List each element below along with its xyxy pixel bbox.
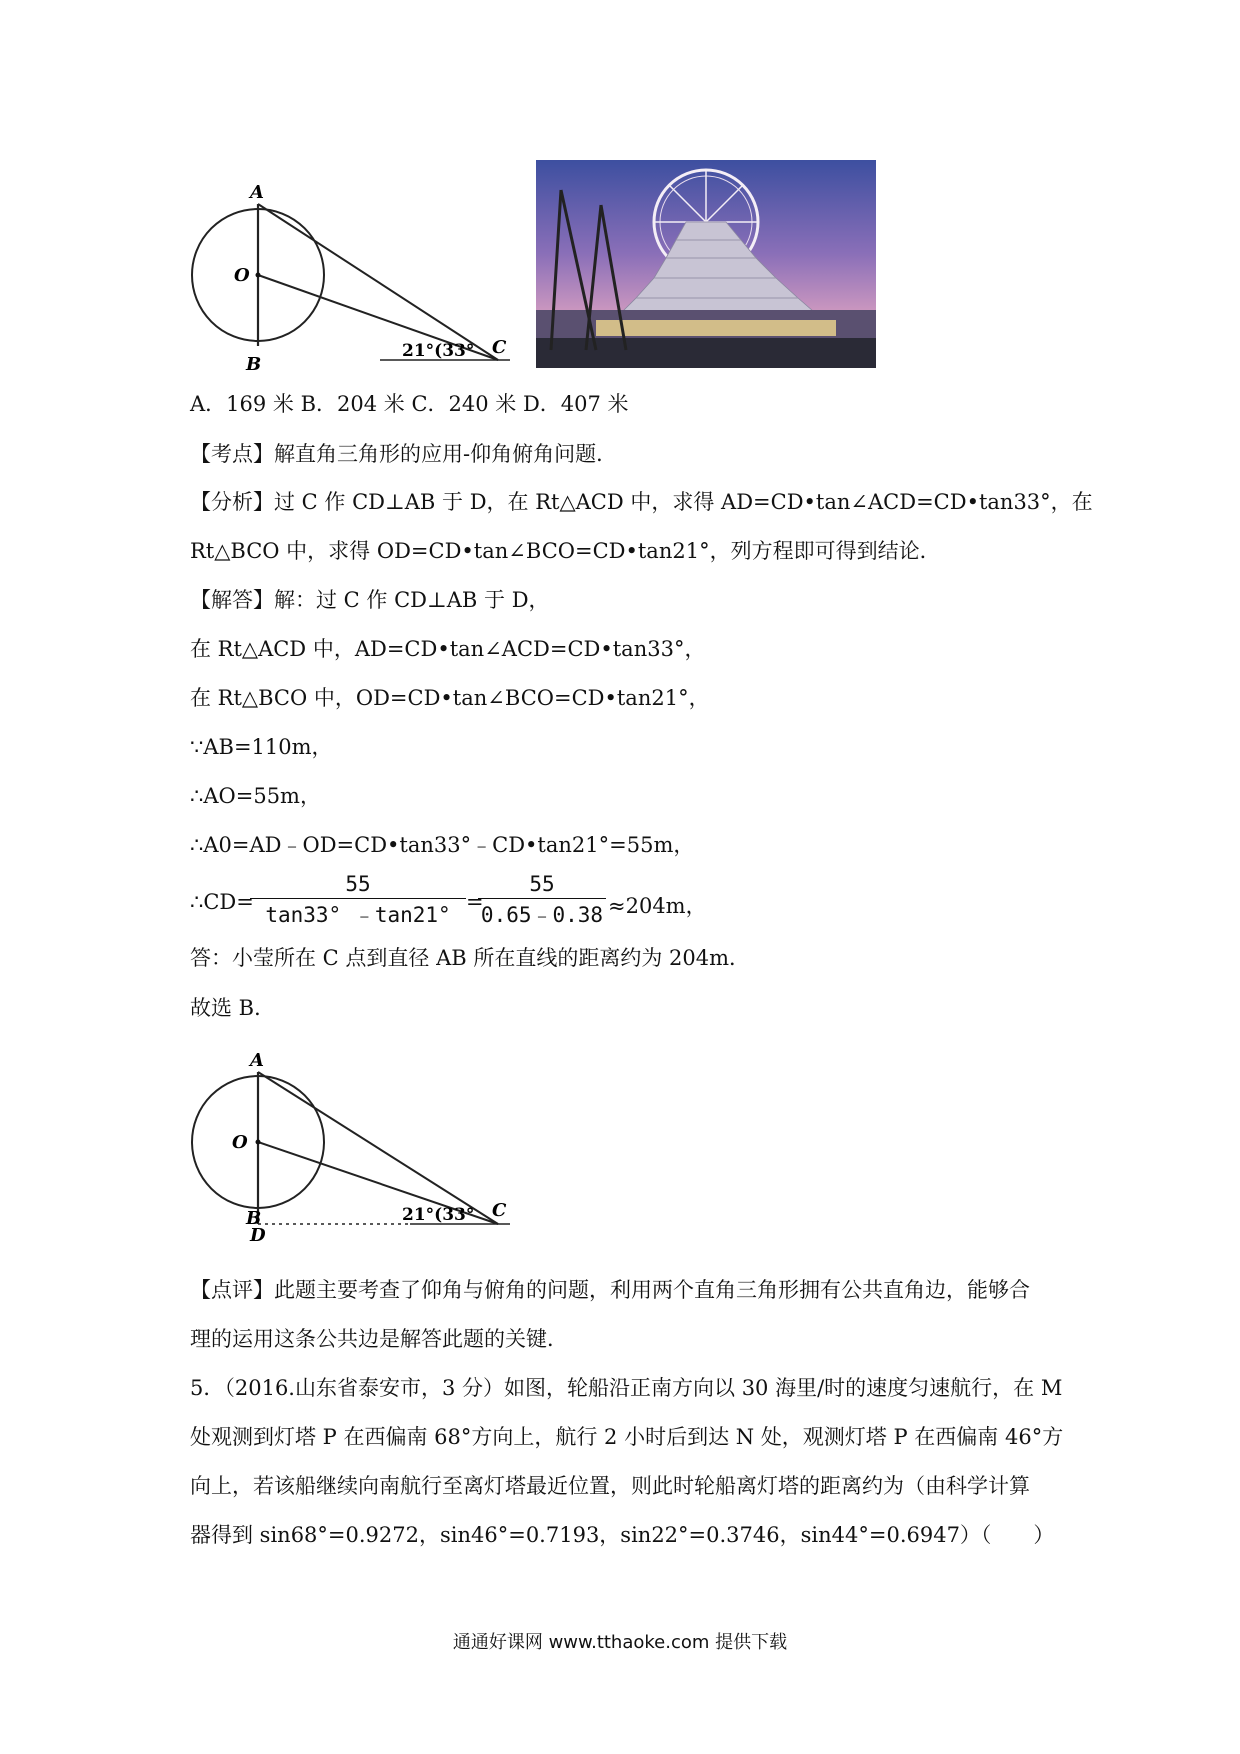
- jieda-line-1: 【解答】解：过 C 作 CD⊥AB 于 D，: [190, 588, 550, 612]
- answer-line: 答：小莹所在 C 点到直径 AB 所在直线的距离约为 204m．: [190, 946, 751, 970]
- fenxi-line-2: Rt△BCO 中，求得 OD=CD•tan∠BCO=CD•tan21°，列方程即可得到结论．: [190, 539, 941, 563]
- label-A: A: [250, 1050, 264, 1071]
- fraction-2-denominator: 0.65﹣0.38: [480, 903, 604, 927]
- choose-line: 故选 B．: [190, 996, 276, 1020]
- label-C: C: [492, 337, 507, 358]
- fraction-2: [478, 872, 606, 929]
- question-5-line-1: 5．（2016.山东省泰安市，3 分）如图，轮船沿正南方向以 30 海里/时的速度匀速航行，在 M: [190, 1376, 1063, 1400]
- fenxi-line-1: 【分析】过 C 作 CD⊥AB 于 D，在 Rt△ACD 中，求得 AD=CD•tan∠ACD=CD•tan33°，在: [190, 490, 1093, 514]
- fraction-1-denominator: tan33° ﹣tan21°: [265, 903, 451, 927]
- jieda-line-4: ∵AB=110m，: [190, 735, 333, 759]
- formula-prefix: ∴CD=: [190, 890, 254, 914]
- label-O: O: [234, 265, 250, 286]
- label-C: C: [492, 1200, 507, 1221]
- ferris-wheel-photo: [536, 160, 876, 368]
- label-B: B: [246, 1208, 262, 1229]
- formula-equals: =: [466, 890, 484, 914]
- fraction-1-numerator: 55: [345, 872, 371, 896]
- angle-label: 21°(33°: [402, 341, 475, 361]
- answer-choices: A．169 米 B．204 米 C．240 米 D．407 米: [190, 392, 629, 416]
- label-O: O: [232, 1132, 248, 1153]
- figure-circle-diagram-1: [180, 180, 520, 380]
- dianping-line-2: 理的运用这条公共边是解答此题的关键．: [190, 1327, 568, 1351]
- angle-label: 21°(33°: [402, 1205, 475, 1225]
- fraction-2-numerator: 55: [529, 872, 555, 896]
- dianping-line-1: 【点评】此题主要考查了仰角与俯角的问题，利用两个直角三角形拥有公共直角边，能够合: [190, 1278, 1030, 1302]
- label-B: B: [246, 354, 262, 375]
- fraction-1: [250, 872, 466, 929]
- page-footer: 通通好课网 www.tthaoke.com 提供下载: [452, 1632, 788, 1653]
- figure-circle-diagram-2: [180, 1040, 520, 1250]
- question-5-line-4: 器得到 sin68°=0.9272，sin46°=0.7193，sin22°=0.3746，sin44°=0.6947）（ ）: [190, 1523, 1055, 1547]
- jieda-line-5: ∴AO=55m，: [190, 784, 321, 808]
- question-5-line-2: 处观测到灯塔 P 在西偏南 68°方向上，航行 2 小时后到达 N 处，观测灯塔 P 在西偏南 46°方: [190, 1425, 1064, 1449]
- jieda-line-3: 在 Rt△BCO 中，OD=CD•tan∠BCO=CD•tan21°，: [190, 686, 710, 710]
- formula-suffix: ≈204m，: [608, 894, 707, 918]
- jieda-line-2: 在 Rt△ACD 中，AD=CD•tan∠ACD=CD•tan33°，: [190, 637, 706, 661]
- kaodian-line: 【考点】解直角三角形的应用-仰角俯角问题．: [190, 442, 618, 466]
- label-D: D: [250, 1225, 266, 1246]
- question-5-line-3: 向上，若该船继续向南航行至离灯塔最近位置，则此时轮船离灯塔的距离约为（由科学计算: [190, 1474, 1030, 1498]
- jieda-line-6: ∴A0=AD﹣OD=CD•tan33°﹣CD•tan21°=55m，: [190, 833, 695, 857]
- label-A: A: [250, 182, 264, 203]
